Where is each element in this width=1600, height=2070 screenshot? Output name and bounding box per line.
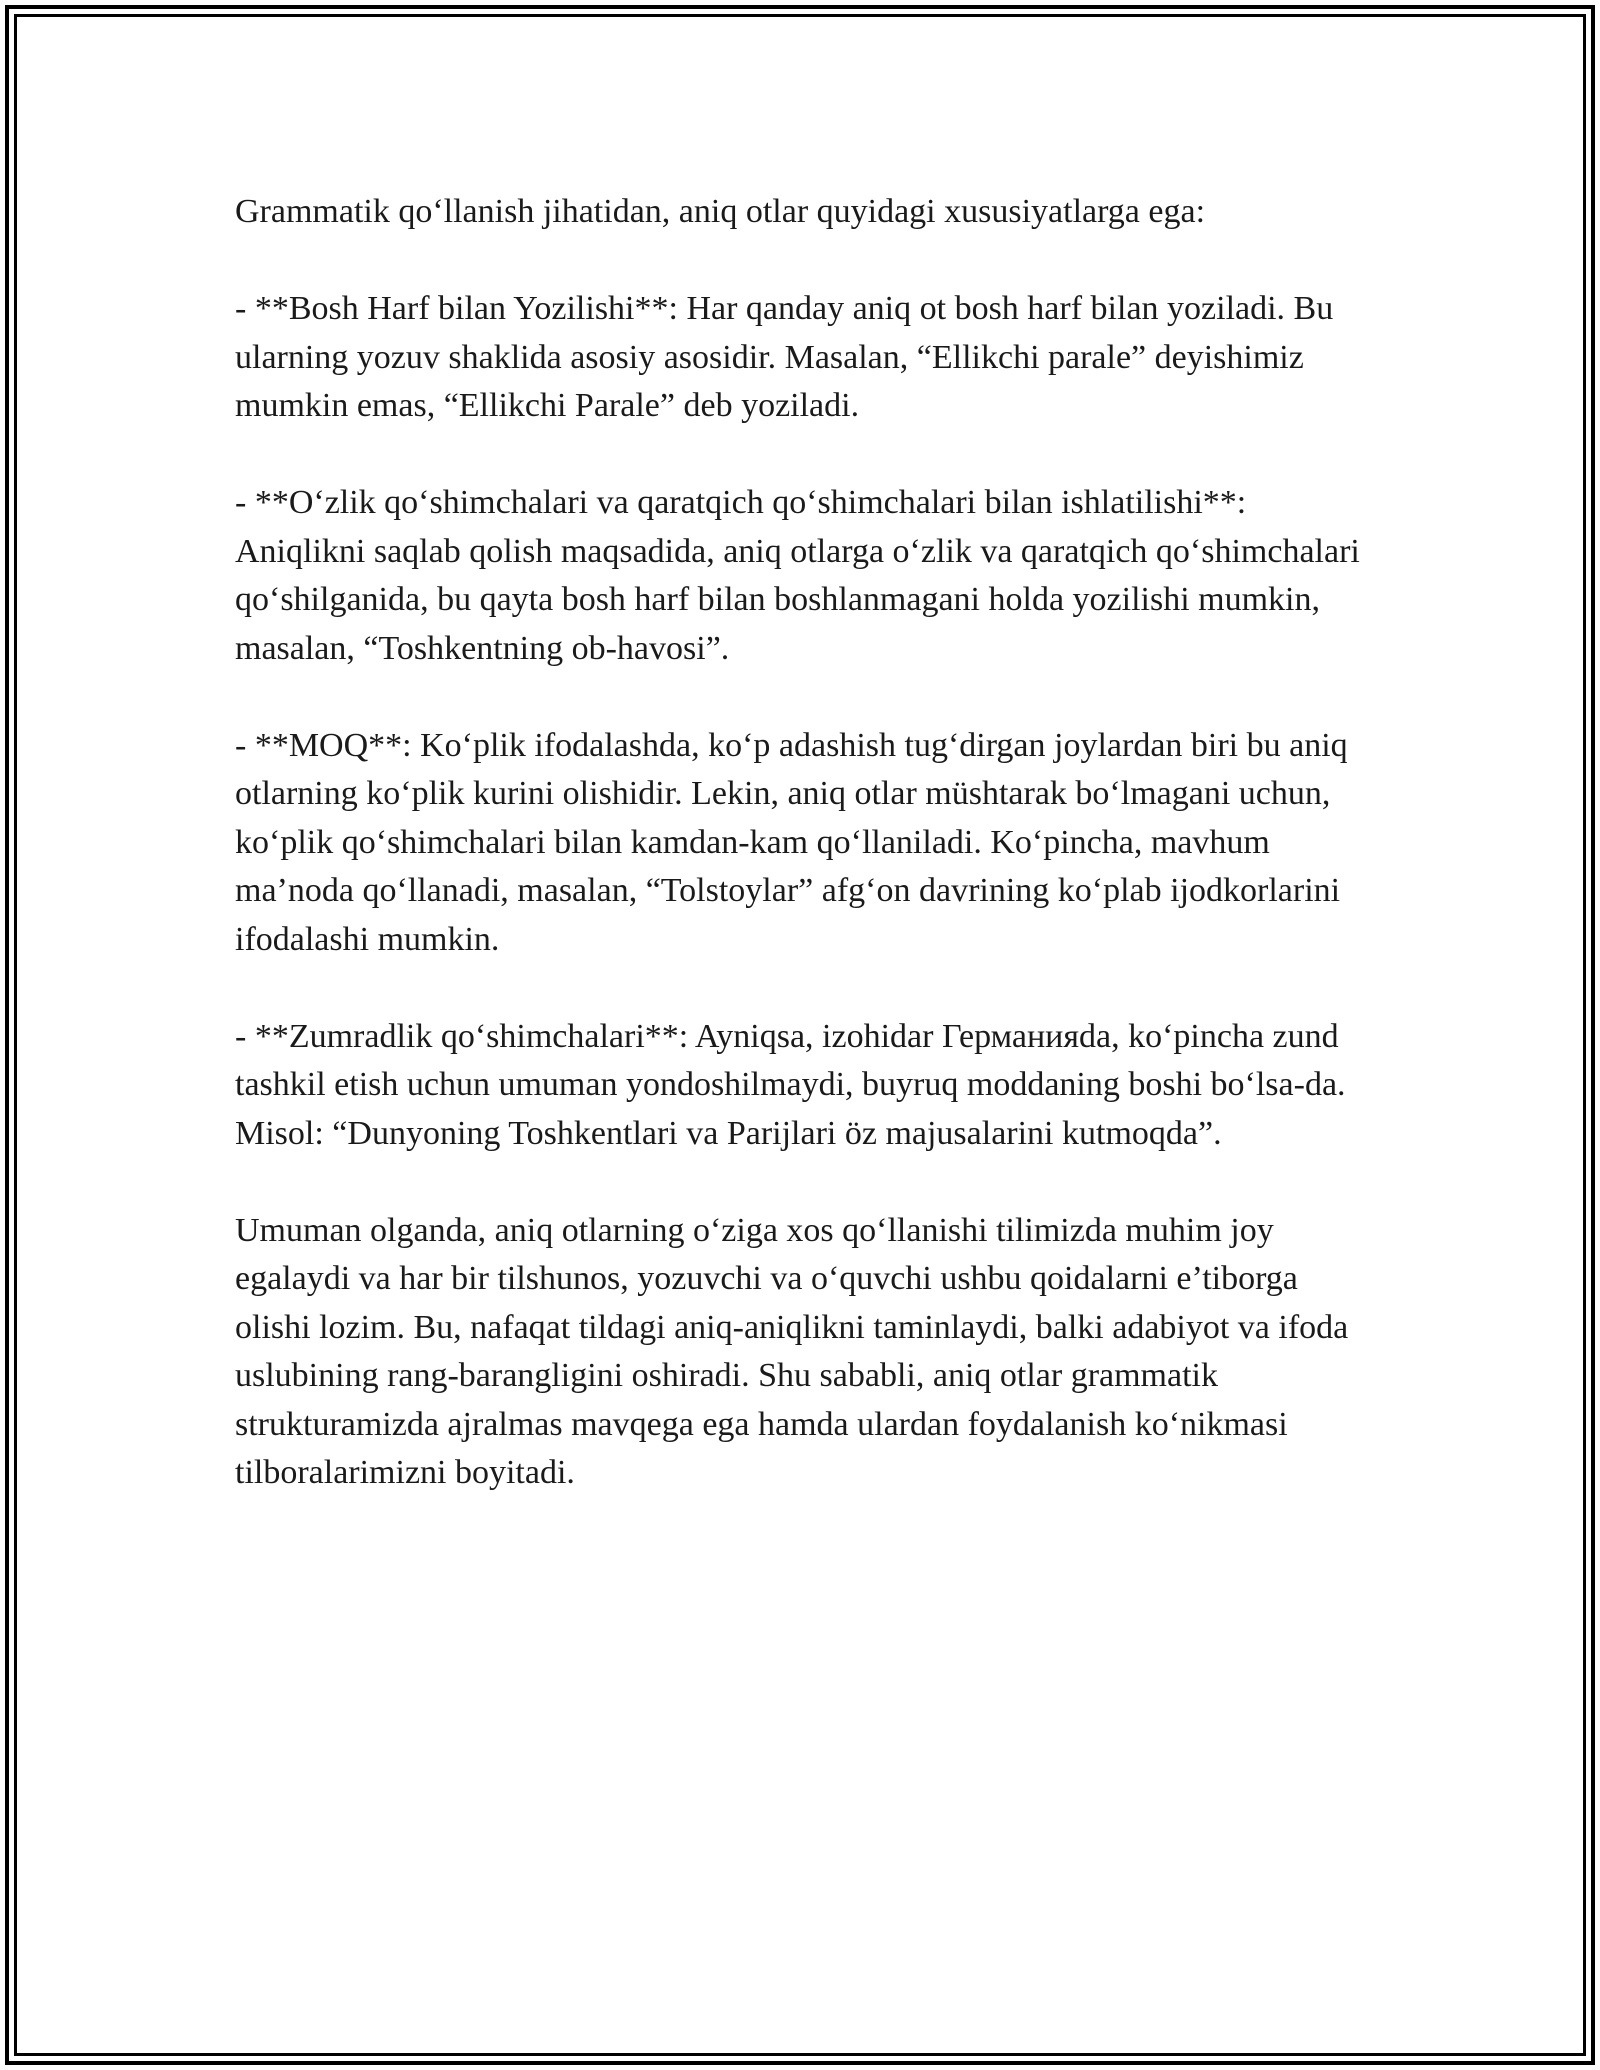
- bullet-capitalization: - **Bosh Harf bilan Yozilishi**: Har qanday aniq ot bosh harf bilan yoziladi. Bu ularning yozuv shaklida asosiy asosidir. Masalan, “Ellikchi parale” deyishimiz mumkin emas, “Ellikchi Parale” deb yoziladi.: [235, 290, 1334, 424]
- document-body: [235, 188, 1370, 1498]
- conclusion-paragraph: Umuman olganda, aniq otlarning o‘ziga xos qo‘llanishi tilimizda muhim joy egalaydi va har bir tilshunos, yozuvchi va o‘quvchi ushbu qoidalarni e’tiborga olishi lozim. Bu, nafaqat tildagi aniq-aniqlikni taminlaydi, balki adabiyot va ifoda uslubining rang-barangligini oshiradi. Shu sababli, aniq otlar grammatik strukturamizda ajralmas mavqega ega hamda ulardan foydalanish ko‘nikmasi tilboralarimizni boyitadi.: [235, 1211, 1349, 1491]
- intro-paragraph: Grammatik qo‘llanish jihatidan, aniq otlar quyidagi xususiyatlarga ega:: [235, 193, 1206, 230]
- bullet-suffixes: - **O‘zlik qo‘shimchalari va qaratqich qo‘shimchalari bilan ishlatilishi**: Aniqlikni saqlab qolish maqsadida, aniq otlarga o‘zlik va qaratqich qo‘shimchalari qo‘shilganida, bu qayta bosh harf bilan boshlanmagani holda yozilishi mumkin, masalan, “Toshkentning ob-havosi”.: [235, 484, 1360, 667]
- bullet-plural: - **MOQ**: Ko‘plik ifodalashda, ko‘p adashish tug‘dirgan joylardan biri bu aniq otlarning ko‘plik kurini olishidir. Lekin, aniq otlar müshtarak bo‘lmagani uchun, ko‘plik qo‘shimchalari bilan kamdan-kam qo‘llaniladi. Ko‘pincha, mavhum ma’noda qo‘llanadi, masalan, “Tolstoylar” afg‘on davrining ko‘plab ijodkorlarini ifodalashi mumkin.: [235, 726, 1348, 958]
- bullet-zumradlik: - **Zumradlik qo‘shimchalari**: Ayniqsa, izohidar Германияda, ko‘pincha zund tashkil etish uchun umuman yondoshilmaydi, buyruq moddaning boshi bo‘lsa-da. Misol: “Dunyoning Toshkentlari va Parijlari öz majusalarini kutmoqda”.: [235, 1017, 1346, 1152]
